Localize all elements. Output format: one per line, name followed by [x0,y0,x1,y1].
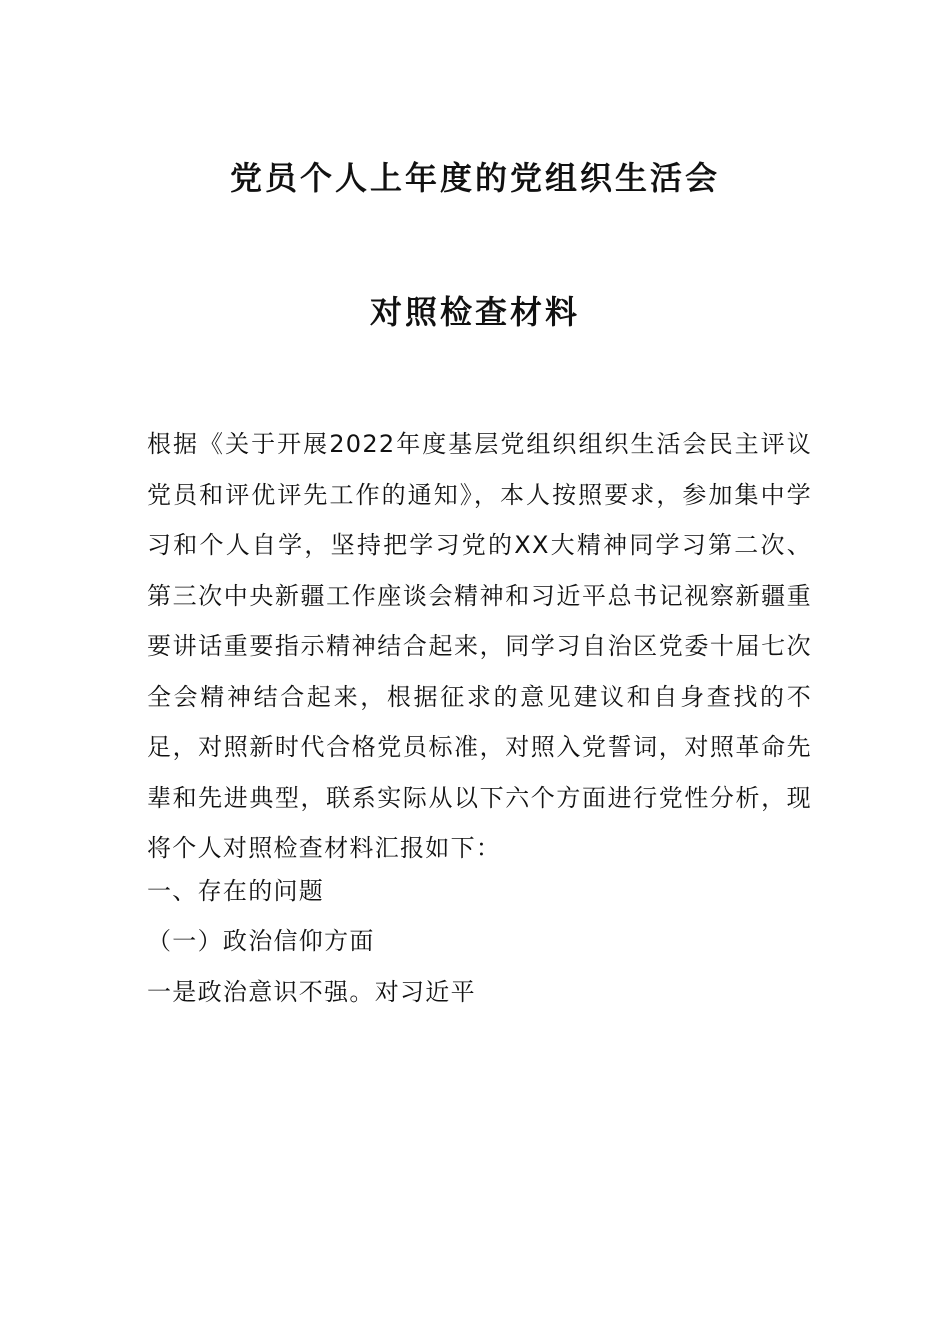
document-title-line-2: 对照检查材料 [369,293,580,331]
section-heading: 一、存在的问题 [147,877,325,905]
intro-paragraph: 根据《关于开展2022年度基层党组织组织生活会民主评议党员和评优评先工作的通知》，本人按照要求，参加集中学习和个人自学，坚持把学习党的XX大精神同学习第二次、第三次中央新疆工作座谈会精神和习近平总书记视察新疆重要讲话重要指示精神结合起来，同学习自治区党委十届七次全会精神结合起来，根据征求的意见建议和自身查找的不足，对照新时代合格党员标准，对照入党誓词，对照革命先辈和先进典型，联系实际从以下六个方面进行党性分析，现将个人对照检查材料汇报如下： [147,430,812,862]
first-point-text: 一是政治意识不强。对习近平 [147,978,476,1006]
subsection-heading: （一）政治信仰方面 [147,927,375,955]
document-title-line-1: 党员个人上年度的党组织生活会 [229,159,720,197]
